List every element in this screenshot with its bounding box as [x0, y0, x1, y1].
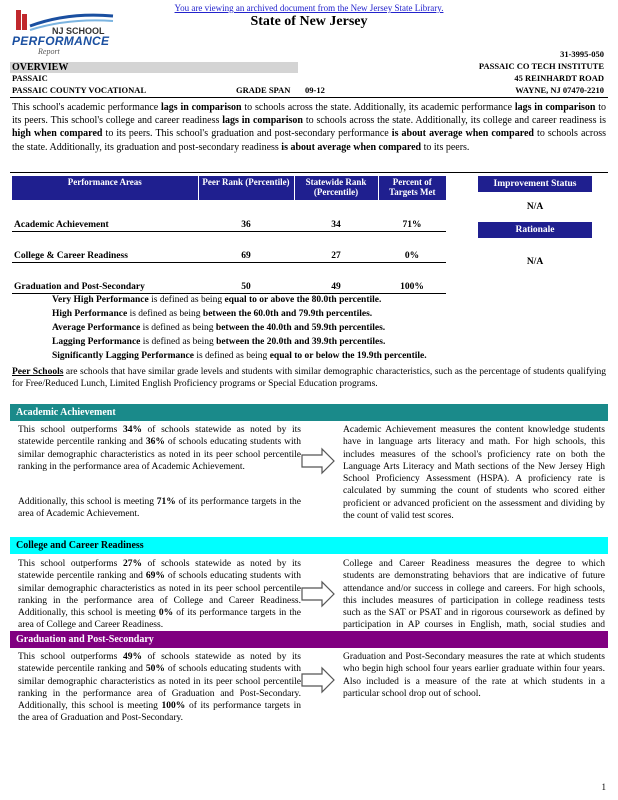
county-name: PASSAIC: [12, 73, 48, 83]
peer-schools-paragraph: Peer Schools are schools that have similar grade levels and students with similar demographic characteristics, such as the percentage of students qualifying for Free/Reduced Lunch, Limited English Proficiency programs or Special Education programs.: [12, 367, 606, 390]
school-code: 31-3995-050: [560, 49, 604, 59]
grade-span-label: GRADE SPAN: [236, 85, 291, 95]
improvement-status-value: N/A: [526, 202, 544, 212]
arrow-right-icon: [300, 446, 336, 476]
row-state: 34: [294, 200, 378, 231]
school-address: 45 REINHARDT ROAD: [514, 73, 604, 83]
school-name: PASSAIC CO TECH INSTITUTE: [478, 61, 604, 71]
header-divider: [10, 97, 608, 98]
graduation-left-text: This school outperforms 49% of schools statewide as noted by its statewide percentile ranking and 50% of schools educating students with similar demographic characteristics as noted in its peer school percentile ranking in the performance area of Graduation and Post-Secondary. Additionally, this school is meeting 100% of its performance targets in the area of Graduation and Post-Secondary.: [18, 652, 302, 724]
logo-line2: PERFORMANCE: [12, 34, 110, 48]
row-area: Academic Achievement: [12, 200, 198, 231]
row-targets: 71%: [378, 200, 446, 231]
college-right-text: College and Career Readiness measures the degree to which students are demonstrating behaviors that are indicative of future attendance and/or success in college and careers. For high schools, this includes measures of participation in college readiness tests such as the SAT or PSAT and in rigorous coursework as defined by participation in AP courses in English, math, social studies and: [343, 559, 605, 631]
academic-right-text: Academic Achievement measures the content knowledge students have in language arts literacy and math. For high schools, this includes measures of the school's proficiency rate on both the Language Arts Literacy and Math sections of the New Jersey High School Proficiency Assessment (HSPA). A proficiency rate is calculated by summing the count of students who scored either proficient or advanced proficient on the assessment and dividing by the count of valid test scores.: [343, 425, 605, 522]
col-header-area: Performance Areas: [12, 176, 198, 200]
row-peer: 50: [198, 262, 294, 293]
table-row: [12, 231, 446, 262]
archive-notice-link[interactable]: You are viewing an archived document from the New Jersey State Library.: [174, 3, 444, 13]
district-name: PASSAIC COUNTY VOCATIONAL: [12, 85, 147, 95]
graduation-right-text: Graduation and Post-Secondary measures the rate at which students who begin high school four years earlier graduate within four years. Also included is a measure of the rate at which students in a particular school drop out of school.: [343, 652, 605, 699]
overview-label: OVERVIEW: [10, 62, 298, 73]
row-peer: 36: [198, 200, 294, 231]
arrow-right-icon: [300, 579, 336, 609]
performance-table-header: [12, 176, 446, 200]
table-row: [12, 262, 446, 293]
rationale-value: N/A: [526, 257, 544, 267]
section-header-college: College and Career Readiness: [10, 537, 608, 554]
table-row: [12, 200, 446, 231]
academic-left-targets: Additionally, this school is meeting 71% of its performance targets in the area of Academic Achievement.: [18, 497, 301, 520]
academic-left-text: This school outperforms 34% of schools statewide as noted by its statewide percentile ranking and 36% of schools educating students with similar demographic characteristics as noted in its peer school percentile ranking in the performance area of Academic Achievement.: [18, 425, 302, 472]
section-header-academic: Academic Achievement: [10, 404, 608, 421]
performance-table: [12, 176, 446, 294]
college-left-text: This school outperforms 27% of schools statewide as noted by its statewide percentile ranking and 69% of schools educating students with similar demographic characteristics as noted in its peer school percentile ranking in the performance area of College and Career Readiness. Additionally, this school is meeting 0% of its performance targets in the area of College and Career Readiness.: [18, 559, 302, 631]
section-header-graduation: Graduation and Post-Secondary: [10, 631, 608, 648]
definition-line: Significantly Lagging Performance is defined as being equal to or below the 19.9th percentile.: [52, 351, 427, 361]
row-area: Graduation and Post-Secondary: [12, 262, 198, 293]
row-state: 27: [294, 231, 378, 262]
page-number: 1: [601, 782, 606, 792]
summary-divider: [10, 172, 608, 173]
arrow-right-icon: [300, 665, 336, 695]
col-header-statewide: Statewide Rank (Percentile): [294, 176, 378, 200]
definition-line: Lagging Performance is defined as being between the 20.0th and 39.9th percentiles.: [52, 337, 386, 347]
definition-line: Average Performance is defined as being between the 40.0th and 59.9th percentiles.: [52, 323, 386, 333]
row-state: 49: [294, 262, 378, 293]
row-targets: 100%: [378, 262, 446, 293]
grade-span-value: 09-12: [305, 85, 325, 95]
logo-line3: Report: [38, 47, 60, 56]
row-peer: 69: [198, 231, 294, 262]
logo-line1: NJ SCHOOL: [52, 26, 105, 36]
school-city: WAYNE, NJ 07470-2210: [515, 85, 604, 95]
state-title: State of New Jersey: [250, 14, 368, 29]
col-header-targets: Percent of Targets Met: [378, 176, 446, 200]
row-area: College & Career Readiness: [12, 231, 198, 262]
rationale-header: Rationale: [478, 222, 592, 238]
definition-line: Very High Performance is defined as being equal to or above the 80.0th percentile.: [52, 295, 382, 305]
nj-school-performance-logo: [8, 8, 118, 58]
definition-line: High Performance is defined as being between the 60.0th and 79.9th percentiles.: [52, 309, 373, 319]
summary-paragraph: This school's academic performance lags in comparison to schools across the state. Additionally, its academic performance lags in comparison to its peers. This school's college and career readiness lags in comparison to schools across the state. Additionally, its college and career readiness is high when compared to its peers. This school's graduation and post-secondary performance is about average when compared to schools across the state. Additionally, its graduation and post-secondary readiness is about average when compared to its peers.: [12, 102, 607, 153]
col-header-peer: Peer Rank (Percentile): [198, 176, 294, 200]
row-targets: 0%: [378, 231, 446, 262]
improvement-status-header: Improvement Status: [478, 176, 592, 192]
